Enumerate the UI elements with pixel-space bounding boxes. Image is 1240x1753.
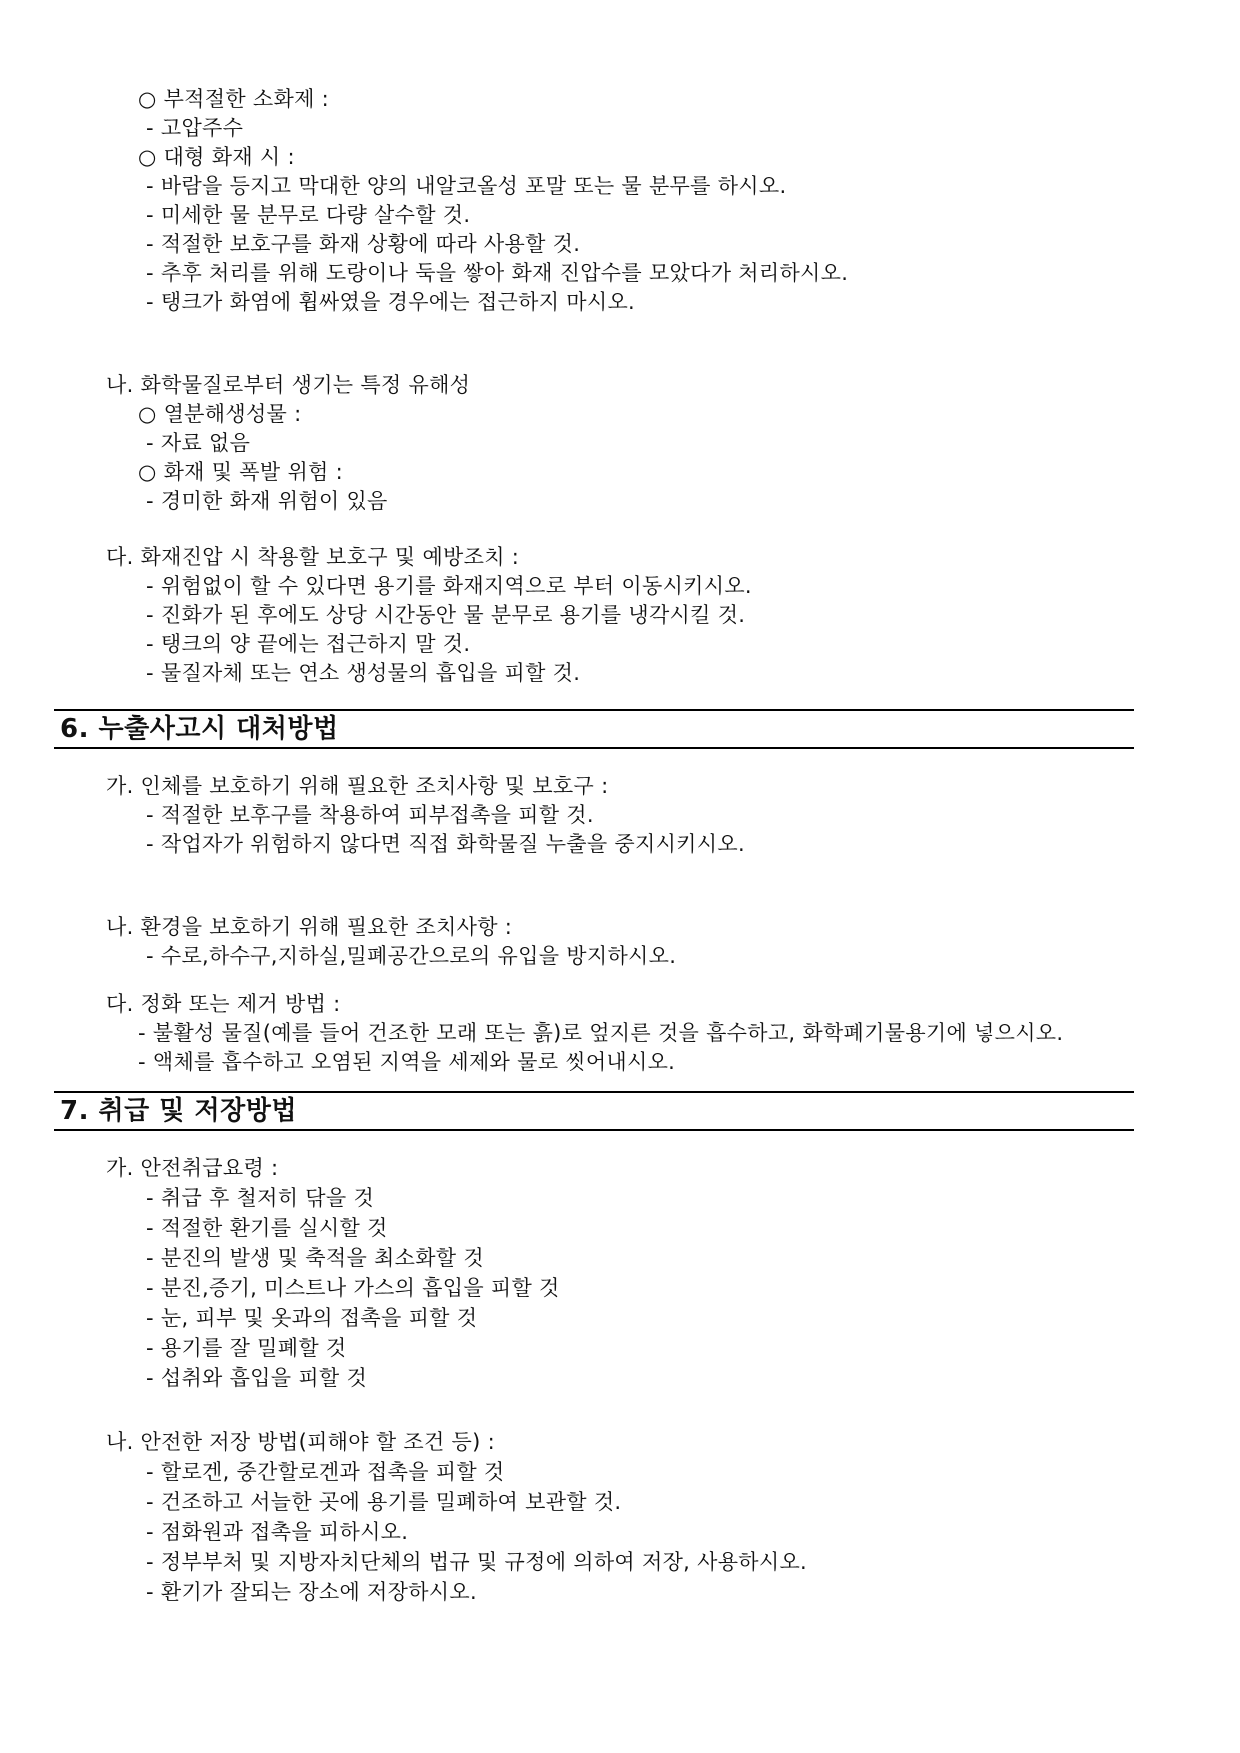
- fire-explosion-item: - 경미한 화재 위험이 있음: [146, 489, 388, 513]
- hazard-subheading: 나. 화학물질로부터 생기는 특정 유해성: [106, 373, 471, 397]
- s6-personal-subheading: 가. 인체를 보호하기 위해 필요한 조치사항 및 보호구 :: [106, 774, 609, 798]
- large-fire-item: - 추후 처리를 위해 도랑이나 둑을 쌓아 화재 진압수를 모았다가 처리하시오.: [146, 261, 849, 285]
- unsuitable-extinguisher-label: ○ 부적절한 소화제 :: [138, 87, 330, 111]
- section-7-title: 7. 취급 및 저장방법: [60, 1096, 297, 1126]
- protective-item: - 물질자체 또는 연소 생성물의 흡입을 피할 것.: [146, 661, 581, 685]
- large-fire-item: - 바람을 등지고 막대한 양의 내알코올성 포말 또는 물 분무를 하시오.: [146, 174, 787, 198]
- s7-handling-item: - 섭취와 흡입을 피할 것: [146, 1366, 368, 1390]
- large-fire-item: - 미세한 물 분무로 다량 살수할 것.: [146, 203, 471, 227]
- s7-handling-item: - 용기를 잘 밀폐할 것: [146, 1336, 347, 1360]
- protective-item: - 위험없이 할 수 있다면 용기를 화재지역으로 부터 이동시키시오.: [146, 574, 752, 598]
- s6-cleanup-item: - 불활성 물질(예를 들어 건조한 모래 또는 흙)로 엎지른 것을 흡수하고, 화학폐기물용기에 넣으시오.: [138, 1021, 1064, 1045]
- large-fire-item: - 적절한 보호구를 화재 상황에 따라 사용할 것.: [146, 232, 581, 256]
- s7-handling-item: - 눈, 피부 및 옷과의 접촉을 피할 것: [146, 1306, 478, 1330]
- s7-storage-item: - 점화원과 접촉을 피하시오.: [146, 1520, 409, 1544]
- section-6-title: 6. 누출사고시 대처방법: [60, 714, 339, 744]
- s7-storage-item: - 건조하고 서늘한 곳에 용기를 밀폐하여 보관할 것.: [146, 1490, 622, 1514]
- s6-cleanup-subheading: 다. 정화 또는 제거 방법 :: [106, 992, 341, 1016]
- s7-storage-item: - 정부부처 및 지방자치단체의 법규 및 규정에 의하여 저장, 사용하시오.: [146, 1550, 808, 1574]
- s6-environment-subheading: 나. 환경을 보호하기 위해 필요한 조치사항 :: [106, 915, 513, 939]
- s7-handling-subheading: 가. 안전취급요령 :: [106, 1156, 279, 1180]
- s7-handling-item: - 취급 후 철저히 닦을 것: [146, 1186, 375, 1210]
- fire-explosion-label: ○ 화재 및 폭발 위험 :: [138, 460, 343, 484]
- s6-cleanup-item: - 액체를 흡수하고 오염된 지역을 세제와 물로 씻어내시오.: [138, 1050, 676, 1074]
- s7-handling-item: - 분진,증기, 미스트나 가스의 흡입을 피할 것: [146, 1276, 560, 1300]
- decomposition-item: - 자료 없음: [146, 431, 251, 455]
- s7-storage-subheading: 나. 안전한 저장 방법(피해야 할 조건 등) :: [106, 1430, 495, 1454]
- section-7-header: [54, 1091, 1134, 1131]
- s7-handling-item: - 분진의 발생 및 축적을 최소화할 것: [146, 1246, 484, 1270]
- s6-personal-item: - 적절한 보후구를 착용하여 피부접촉을 피할 것.: [146, 803, 594, 827]
- large-fire-item: - 탱크가 화염에 휩싸였을 경우에는 접근하지 마시오.: [146, 290, 636, 314]
- s7-storage-item: - 환기가 잘되는 장소에 저장하시오.: [146, 1580, 477, 1604]
- unsuitable-extinguisher-item: - 고압주수: [146, 116, 244, 140]
- s7-storage-item: - 할로겐, 중간할로겐과 접촉을 피할 것: [146, 1460, 505, 1484]
- protective-equipment-subheading: 다. 화재진압 시 착용할 보호구 및 예방조치 :: [106, 545, 520, 569]
- s6-personal-item: - 작업자가 위험하지 않다면 직접 화학물질 누출을 중지시키시오.: [146, 832, 745, 856]
- protective-item: - 탱크의 양 끝에는 접근하지 말 것.: [146, 632, 471, 656]
- s7-handling-item: - 적절한 환기를 실시할 것: [146, 1216, 388, 1240]
- section-6-header: [54, 709, 1134, 749]
- s6-environment-item: - 수로,하수구,지하실,밀폐공간으로의 유입을 방지하시오.: [146, 944, 677, 968]
- decomposition-label: ○ 열분해생성물 :: [138, 402, 302, 426]
- protective-item: - 진화가 된 후에도 상당 시간동안 물 분무로 용기를 냉각시킬 것.: [146, 603, 746, 627]
- large-fire-label: ○ 대형 화재 시 :: [138, 145, 295, 169]
